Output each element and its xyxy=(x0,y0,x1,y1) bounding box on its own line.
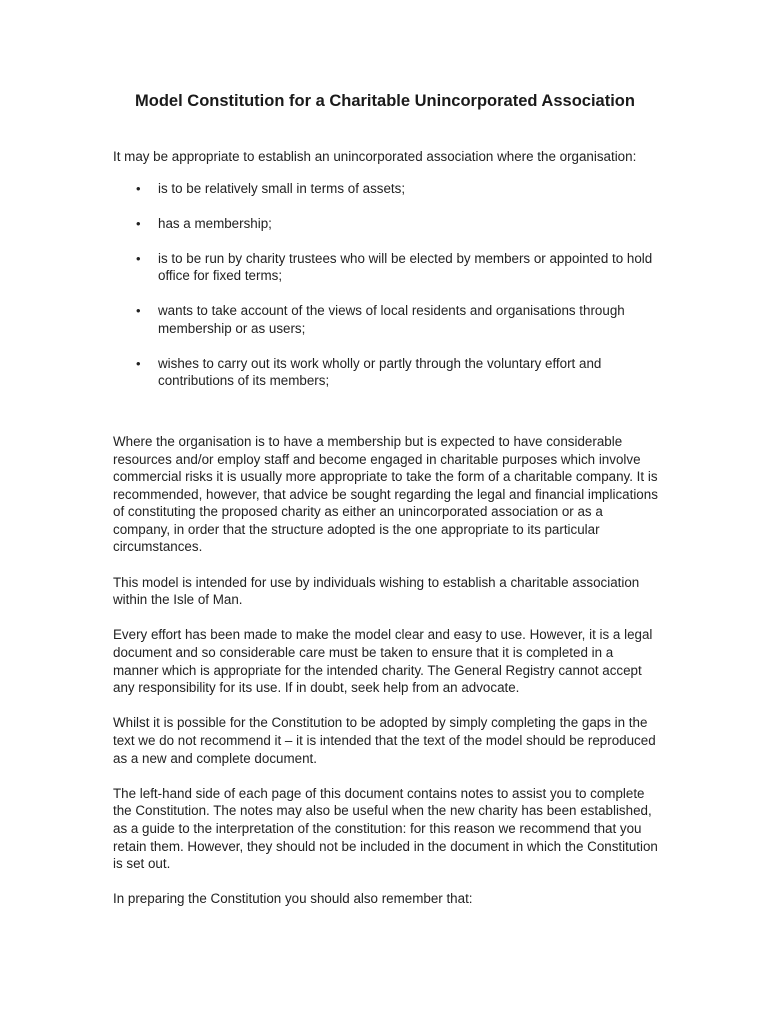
body-paragraph-reproduction: Whilst it is possible for the Constitution to be adopted by simply completing the gaps in the text we do not recommend it – it is intended that the text of the model should be reproduced as a new and complete document. xyxy=(113,715,656,766)
list-item xyxy=(113,250,661,285)
list-item xyxy=(113,180,661,198)
list-item-text: wants to take account of the views of local residents and organisations through membership or as users; xyxy=(158,303,625,336)
list-item-text: is to be run by charity trustees who will be elected by members or appointed to hold office for fixed terms; xyxy=(158,250,653,284)
criteria-list xyxy=(113,180,661,390)
list-item-text: has a membership; xyxy=(158,215,272,231)
bullet-icon: • xyxy=(136,303,141,319)
list-item-text: wishes to carry out its work wholly or partly through the voluntary effort and contributions of its members; xyxy=(158,355,602,389)
bullet-icon: • xyxy=(136,250,141,266)
bullet-icon: • xyxy=(136,355,141,371)
body-paragraph-structure: Where the organisation is to have a membership but is expected to have considerable resources and/or employ staff and become engaged in charitable purposes which involve commercial risks it is usually more appropriate to take the form of a charitable company. It is recommended, however, that advice be sought regarding the legal and financial implications of constituting the proposed charity as either an unincorporated association or as a company, in order that the structure adopted is the one appropriate to its particular circumstances. xyxy=(113,433,658,555)
body-paragraph-usage: This model is intended for use by individuals wishing to establish a charitable association within the Isle of Man. xyxy=(113,574,640,608)
body-paragraph-disclaimer: Every effort has been made to make the model clear and easy to use. However, it is a legal document and so considerable care must be taken to ensure that it is completed in a manner which is appropriate for the intended charity. The General Registry cannot accept any responsibility for its use. If in doubt, seek help from an advocate. xyxy=(113,627,653,696)
list-item xyxy=(113,302,661,337)
list-item xyxy=(113,355,661,390)
list-item-text: is to be relatively small in terms of assets; xyxy=(158,180,406,196)
bullet-icon: • xyxy=(136,180,141,196)
document-body xyxy=(113,148,661,926)
list-item xyxy=(113,215,661,233)
document-title: Model Constitution for a Charitable Unincorporated Association xyxy=(135,92,635,110)
intro-paragraph: It may be appropriate to establish an unincorporated association where the organisation: xyxy=(113,149,637,164)
body-paragraph-notes: The left-hand side of each page of this document contains notes to assist you to complete the Constitution. The notes may also be useful when the new charity has been established, as a guide to the interpretation of the constitution: for this reason we recommend that you retain them. However, they should not be included in the document in which the Constitution is set out. xyxy=(113,785,658,872)
bullet-icon: • xyxy=(136,215,141,231)
body-paragraph-remember: In preparing the Constitution you should also remember that: xyxy=(113,891,473,907)
